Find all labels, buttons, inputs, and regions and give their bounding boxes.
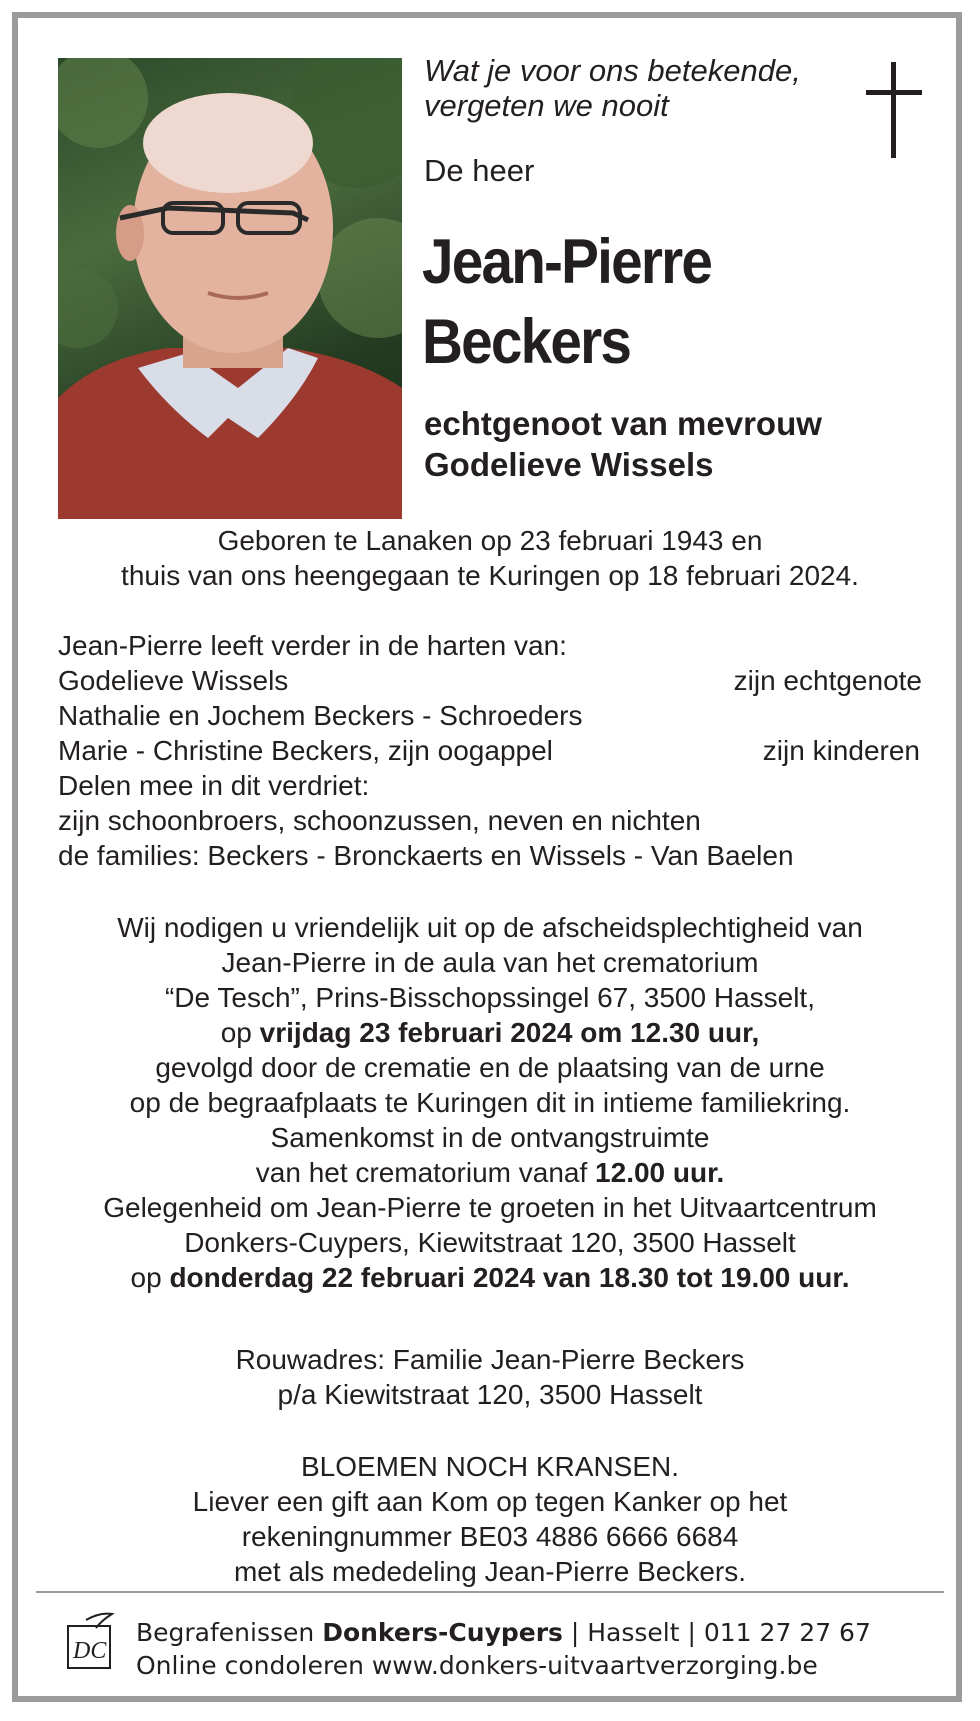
salutation: De heer (424, 153, 535, 188)
footer-prefix: Begrafenissen (136, 1618, 315, 1647)
ceremony-date-bold: vrijdag 23 februari 2024 om 12.30 uur, (259, 1017, 760, 1048)
flowers-line-4: met als mededeling Jean-Pierre Beckers. (233, 1556, 746, 1587)
first-name: Jean-Pierre (422, 227, 712, 297)
funeral-home-footer (136, 1616, 871, 1682)
flowers-line-1: BLOEMEN NOCH KRANSEN. (300, 1451, 680, 1482)
reception-prefix: van het crematorium vanaf (255, 1157, 588, 1188)
deceased-name (422, 222, 711, 382)
quote-line-2: vergeten we nooit (424, 88, 669, 123)
funeral-home-logo-icon (66, 1612, 116, 1674)
family-intro: Jean-Pierre leeft verder in de harten van: (58, 630, 567, 661)
ceremony-line: Jean-Pierre in de aula van het crematorium (221, 947, 759, 978)
birth-line-1: Geboren te Lanaken op 23 februari 1943 en (217, 525, 763, 556)
flowers-line-3: rekeningnummer BE03 4886 6666 6684 (241, 1521, 739, 1552)
viewing-date-bold: donderdag 22 februari 2024 van 18.30 tot 19.00 uur. (169, 1262, 850, 1293)
family-extended-1: zijn schoonbroers, schoonzussen, neven en nichten (58, 805, 701, 836)
funeral-home-name: Donkers-Cuypers (322, 1618, 563, 1647)
ceremony-line: Donkers-Cuypers, Kiewitstraat 120, 3500 Hasselt (184, 1227, 796, 1258)
family-row-spouse (58, 663, 922, 698)
ceremony-line: “De Tesch”, Prins-Bisschopssingel 67, 3500 Hasselt, (164, 982, 815, 1013)
birth-line-2: thuis van ons heengegaan te Kuringen op 18 februari 2024. (121, 560, 859, 591)
flowers-line-2: Liever een gift aan Kom op tegen Kanker op het (192, 1486, 788, 1517)
portrait-photo (58, 58, 402, 519)
family-member: Godelieve Wissels (58, 665, 289, 696)
last-name: Beckers (422, 307, 631, 377)
footer-divider (36, 1591, 944, 1593)
family-relation: zijn kinderen (762, 735, 920, 766)
family-row-children-2 (58, 733, 922, 768)
ceremony-line: Wij nodigen u vriendelijk uit op de afscheidsplechtigheid van (117, 912, 863, 943)
footer-contact: | Hasselt | 011 27 27 67 (570, 1618, 871, 1647)
address-line-2: p/a Kiewitstraat 120, 3500 Hasselt (277, 1379, 703, 1410)
ceremony-line: gevolgd door de crematie en de plaatsing van de urne (155, 1052, 825, 1083)
ceremony-line: Gelegenheid om Jean-Pierre te groeten in het Uitvaartcentrum (103, 1192, 877, 1223)
family-relation: zijn echtgenote (733, 665, 922, 696)
ceremony-date-prefix: op (220, 1017, 252, 1048)
cross-icon (866, 62, 922, 158)
quote-line-1: Wat je voor ons betekende, (424, 53, 801, 88)
ceremony-line: Samenkomst in de ontvangstruimte (270, 1122, 710, 1153)
footer-line-1 (136, 1616, 871, 1649)
memorial-quote (424, 53, 844, 123)
family-row-children-1 (58, 698, 922, 733)
footer-line-2[interactable]: Online condoleren www.donkers-uitvaartverzorging.be (136, 1651, 818, 1680)
viewing-date (40, 1260, 940, 1295)
spouse-line-2: Godelieve Wissels (424, 446, 714, 483)
ceremony-date (40, 1015, 940, 1050)
family-shared: Delen mee in dit verdriet: (58, 770, 370, 801)
ceremony-line: op de begraafplaats te Kuringen dit in intieme familiekring. (129, 1087, 851, 1118)
family-extended-2: de families: Beckers - Bronckaerts en Wissels - Van Baelen (58, 840, 794, 871)
spouse-line-1: echtgenoot van mevrouw (424, 405, 822, 442)
reception-time-bold: 12.00 uur. (595, 1157, 725, 1188)
family-member: Nathalie en Jochem Beckers - Schroeders (58, 700, 583, 731)
spouse-info (424, 403, 822, 485)
viewing-prefix: op (130, 1262, 162, 1293)
address-line-1: Rouwadres: Familie Jean-Pierre Beckers (235, 1344, 745, 1375)
reception-time (40, 1155, 940, 1190)
family-member: Marie - Christine Beckers, zijn oogappel (58, 735, 553, 766)
svg-text:DC: DC (73, 1638, 107, 1664)
